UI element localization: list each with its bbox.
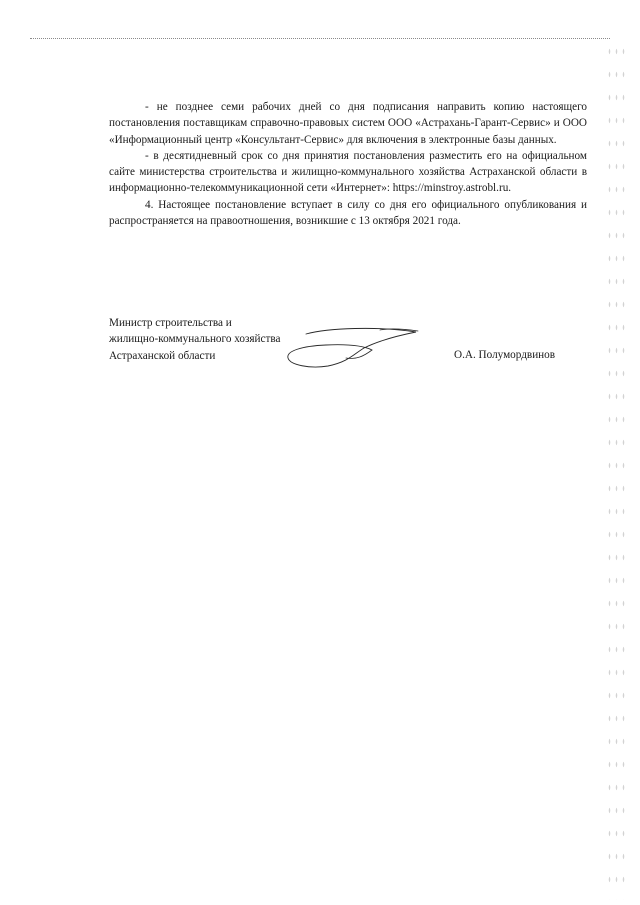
- signatory-title-line: Министр строительства и: [109, 317, 232, 329]
- signatory-title-line: Астраханской области: [109, 349, 216, 362]
- signatory-title-line: жилищно-коммунального хозяйства: [109, 333, 281, 346]
- handwritten-signature: [268, 318, 428, 380]
- paragraph-effective-date: 4. Настоящее постановление вступает в силу со дня его официального опубликования и распространяется на правоотношения, возникшие с 13 октября 2021 года.: [109, 198, 587, 228]
- scan-edge-line: [30, 38, 610, 39]
- scan-noise: [606, 40, 626, 900]
- signatory-name: О.А. Полумордвинов: [454, 349, 556, 361]
- document-body: [109, 99, 587, 229]
- paragraph-send-copy: - не позднее семи рабочих дней со дня подписания направить копию настоящего постановления поставщикам справочно-правовых систем ООО «Астрахань-Гарант-Сервис» и ООО «Информационный центр «Консультант-Сервис» для включения в электронные базы данных.: [109, 101, 587, 146]
- paragraph-publish-online: - в десятидневный срок со дня принятия постановления разместить его на официальном сайте министерства строительства и жилищно-коммунального хозяйства Астраханской области в информационно-телекоммуникационной сети «Интернет»: https://minstroy.astrobl.ru.: [109, 149, 587, 195]
